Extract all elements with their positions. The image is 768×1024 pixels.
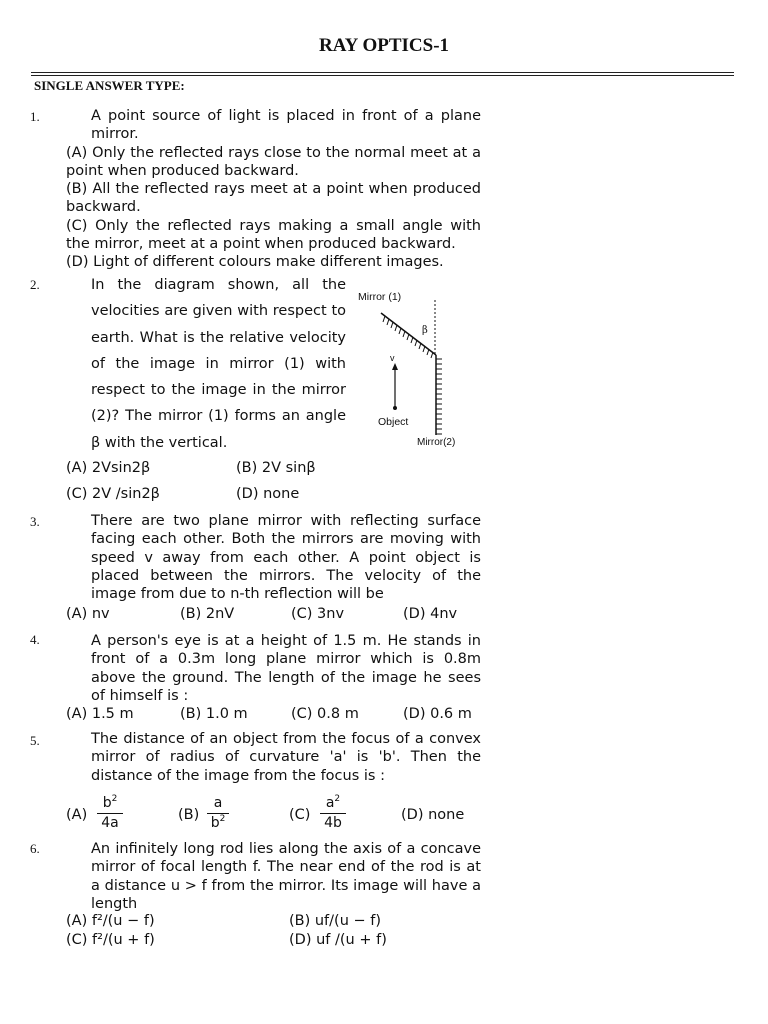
mirror-1-hatch (383, 316, 433, 358)
question-1 (66, 107, 481, 272)
denominator: b (210, 815, 220, 831)
option-b: (B) uf/(u − f) (289, 913, 382, 929)
question-6 (66, 840, 481, 913)
option-c-fraction (320, 795, 346, 831)
page-title: RAY OPTICS-1 (318, 35, 450, 56)
option-c: (C) f²/(u + f) (66, 932, 155, 948)
section-heading: SINGLE ANSWER TYPE: (34, 78, 185, 93)
question-2 (66, 272, 346, 456)
numerator: b (102, 795, 112, 811)
object-label: Object (378, 416, 409, 428)
denominator: 4a (101, 815, 119, 831)
option-d: (D) 0.6 m (403, 706, 472, 722)
option-a-fraction (97, 795, 123, 831)
mirror-1-label: Mirror (1) (358, 291, 402, 303)
question-number: 1. (30, 109, 40, 124)
option-b-fraction (207, 795, 229, 831)
question-text: An infinitely long rod lies along the axis of a concave mirror of focal length f. The near end of the rod is at a distance u > f from the mirror. Its image will have a length (91, 841, 481, 912)
option-b: (B) 2V sinβ (236, 460, 316, 476)
numerator-exponent: 2 (111, 794, 118, 804)
header-rule (31, 72, 734, 73)
option-a: (A) f²/(u − f) (66, 913, 155, 929)
question-text: The distance of an object from the focus of a convex mirror of radius of curvature 'a' is 'b'. Then the distance of the image from the focus is : (91, 731, 481, 784)
velocity-label: v (390, 353, 395, 363)
mirror-diagram (350, 285, 470, 455)
numerator: a (213, 795, 223, 811)
question-text: A person's eye is at a height of 1.5 m. He stands in front of a 0.3m long plane mirror which is 0.8m above the ground. The length of the image he sees of himself is : (91, 633, 481, 704)
option-b: (B) 1.0 m (180, 706, 248, 722)
question-number: 2. (30, 277, 40, 292)
option-d: (D) none (401, 807, 465, 823)
option-a: (A) 2Vsin2β (66, 460, 151, 476)
question-5 (66, 730, 481, 785)
option-b: (B) All the reflected rays meet at a point when produced backward. (66, 181, 481, 216)
question-number: 6. (30, 841, 40, 856)
numerator: a (325, 795, 335, 811)
option-c: (C) Only the reflected rays making a small angle with the mirror, meet at a point when produced backward. (66, 217, 481, 253)
angle-label: β (422, 325, 428, 336)
question-number: 4. (30, 632, 40, 647)
numerator-exponent: 2 (334, 794, 341, 804)
option-d: (D) 4nv (403, 606, 458, 622)
question-text: A point source of light is placed in front of a plane mirror. (91, 108, 481, 143)
question-3 (66, 512, 481, 603)
option-a-label: (A) (66, 807, 88, 823)
question-number: 5. (30, 733, 40, 748)
option-b: (B) 2nV (180, 606, 235, 622)
option-c-label: (C) (289, 807, 311, 823)
header-rule-thin (31, 75, 734, 76)
option-d: (D) none (236, 486, 300, 502)
option-b-label: (B) (178, 807, 200, 823)
question-4 (66, 632, 481, 705)
option-a: (A) Only the reflected rays close to the normal meet at a point when produced backward. (66, 144, 481, 179)
mirror-2-label: Mirror(2) (417, 437, 456, 448)
object-point (393, 406, 397, 410)
denominator: 4b (324, 815, 342, 831)
option-c: (C) 0.8 m (291, 706, 359, 722)
question-number: 3. (30, 514, 40, 529)
denominator-exponent: 2 (219, 814, 226, 824)
option-d: (D) uf /(u + f) (289, 932, 387, 948)
option-a: (A) nv (66, 606, 110, 622)
mirror-2-hatch (436, 359, 442, 434)
option-a: (A) 1.5 m (66, 706, 134, 722)
option-c: (C) 2V /sin2β (66, 486, 160, 502)
question-text: There are two plane mirror with reflecting surface facing each other. Both the mirrors are moving with speed v away from each other. A point object is placed between the mirrors. The velocity of the image from due to n-th reflection will be (91, 513, 481, 603)
option-d: (D) Light of different colours make different images. (66, 254, 444, 271)
option-c: (C) 3nv (291, 606, 345, 622)
question-text: In the diagram shown, all the velocities are given with respect to earth. What is the relative velocity of the image in mirror (1) with respect to the image in the mirror (2)? The mirror (1) forms an angle β with the vertical. (91, 277, 346, 451)
